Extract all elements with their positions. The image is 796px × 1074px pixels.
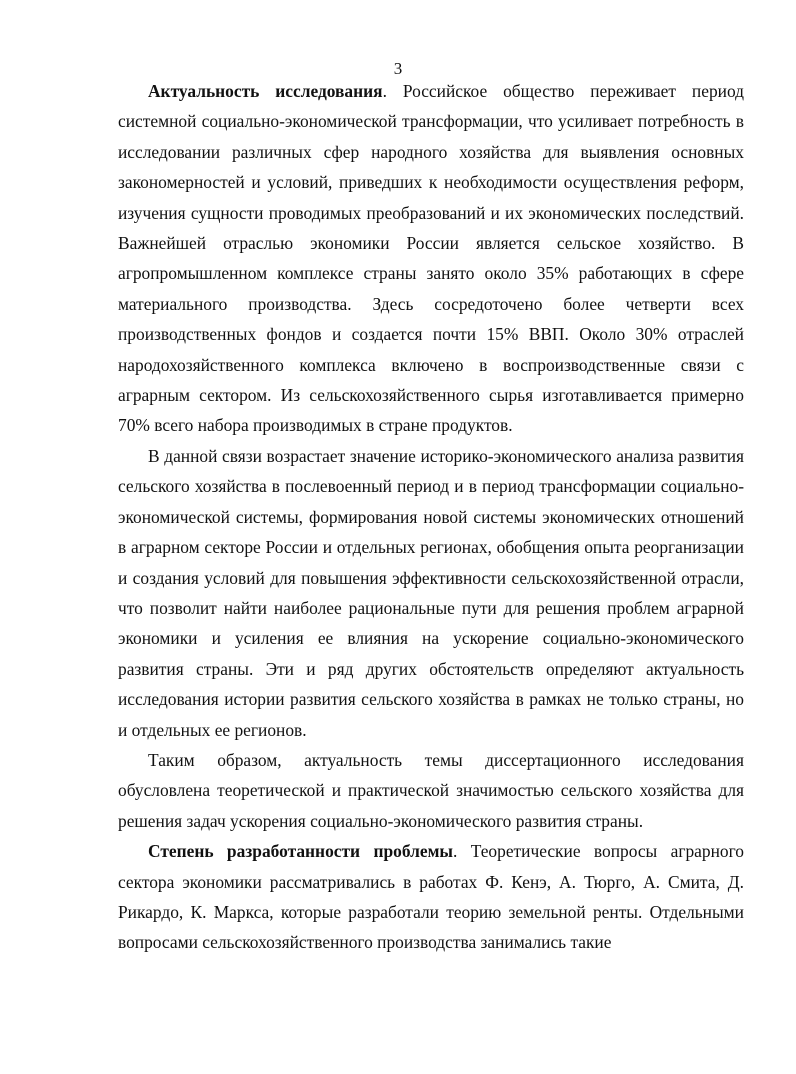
heading-degree-of-study-suffix: . xyxy=(453,841,458,862)
body-text xyxy=(118,76,744,958)
page-number: 3 xyxy=(393,59,403,78)
paragraph-context-text: В данной связи возрастает значение историко-экономического анализа развития сельского хозяйства в послевоенный период и в период трансформации социально-экономической системы, формирования новой системы экономических отношений в аграрном секторе России и отдельных регионах, обобщения опыта реорганизации и создания условий для повышения эффективности сельскохозяйственной отрасли, что позволит найти наиболее рациональные пути для решения проблем аграрной экономики и усиления ее влияния на ускорение социально-экономического развития страны. Эти и ряд других обстоятельств определяют актуальность исследования истории развития сельского хозяйства в рамках не только страны, но и отдельных ее регионов. xyxy=(118,445,744,740)
paragraph-relevance-text: Российское общество переживает период системной социально-экономической трансформации, что усиливает потребность в исследовании различных сфер народного хозяйства для выявления основных закономерностей и условий, приведших к необходимости осуществления реформ, изучения сущности проводимых преобразований и их экономических последствий. Важнейшей отраслью экономики России является сельское хозяйство. В агропромышленном комплексе страны занято около 35% работающих в сфере материального производства. Здесь сосредоточено более четверти всех производственных фондов и создается почти 15% ВВП. Около 30% отраслей народохозяйственного комплекса включено в воспроизводственные связи с аграрным сектором. Из сельскохозяйственного сырья изготавливается примерно 70% всего набора производимых в стране продуктов. xyxy=(118,81,744,436)
paragraph-conclusion xyxy=(118,745,744,836)
paragraph-conclusion-text: Таким образом, актуальность темы диссертационного исследования обусловлена теоретической и практической значимостью сельского хозяйства для решения задач ускорения социально-экономического развития страны. xyxy=(118,749,744,831)
heading-relevance: Актуальность исследования xyxy=(148,81,383,101)
paragraph-relevance xyxy=(118,76,744,441)
paragraph-degree-of-study xyxy=(118,836,744,958)
paragraph-context xyxy=(118,441,744,745)
heading-degree-of-study: Степень разработанности проблемы xyxy=(148,841,453,862)
paragraph-degree-of-study-text: Теоретические вопросы аграрного сектора экономики рассматривались в работах Ф. Кенэ, А. Тюрго, А. Смита, Д. Рикардо, К. Маркса, которые разработали теорию земельной ренты. Отдельными вопросами сельскохозяйственного производства занимались такие xyxy=(118,841,744,953)
heading-relevance-suffix: . xyxy=(382,81,387,101)
